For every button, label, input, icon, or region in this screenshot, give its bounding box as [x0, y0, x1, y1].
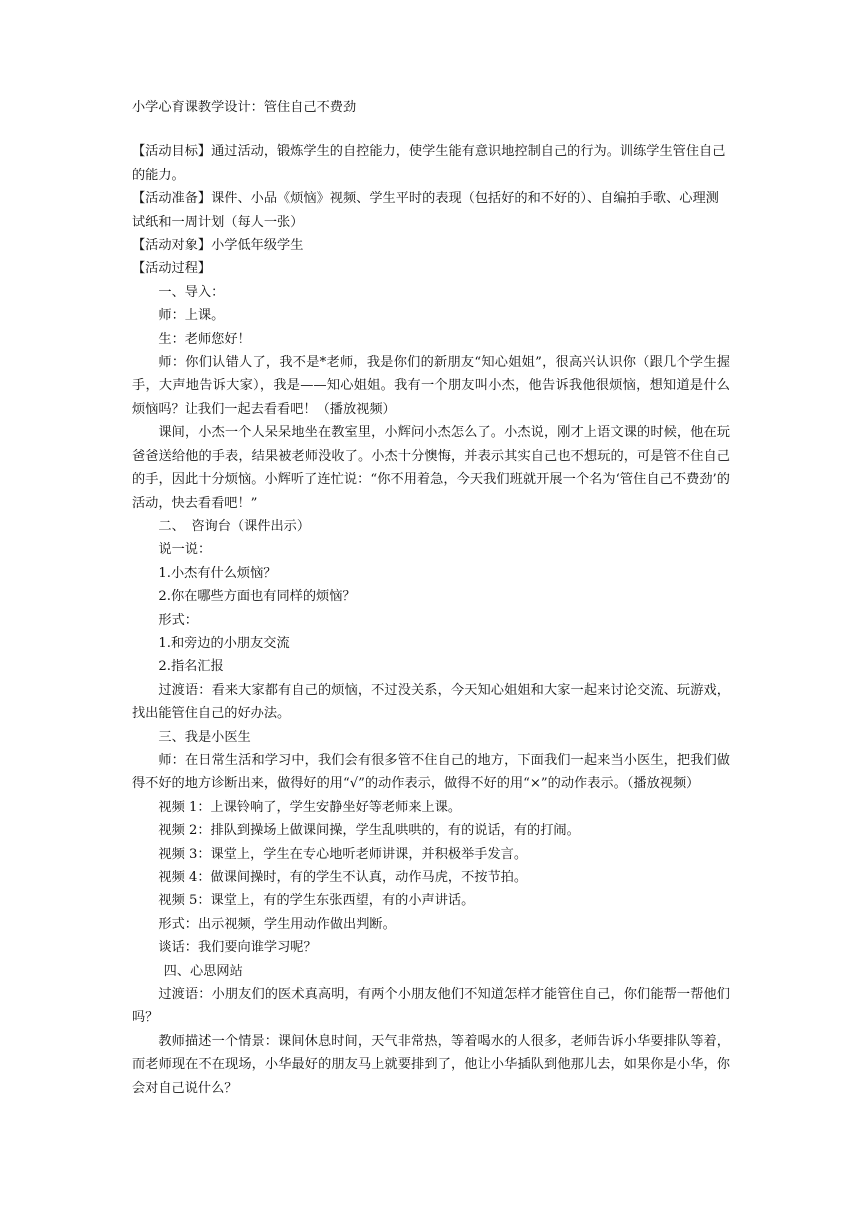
video-item: 视频 4：做课间操时，有的学生不认真，动作马虎，不按节拍。: [158, 870, 528, 885]
transition-paragraph: 过渡语：看来大家都有自己的烦恼，不过没关系，今天知心姐姐和大家一起来讨论交流、玩游戏，找出能管住自己的好办法。: [132, 682, 730, 722]
document-page: [132, 96, 730, 1100]
text-line: 说一说：: [158, 542, 212, 558]
video-item: 视频 5：课堂上，有的学生东张西望，有的小声讲话。: [158, 893, 475, 909]
video-item: 视频 3：课堂上，学生在专心地听老师讲课，并积极举手发言。: [158, 846, 528, 862]
text-line: 形式：出示视频，学生用动作做出判断。: [158, 916, 396, 932]
activity-preparation: 【活动准备】课件、小品《烦恼》视频、学生平时的表现（包括好的和不好的）、自编拍手歌、心理测试纸和一周计划（每人一张）: [132, 191, 719, 230]
video-item: 视频 2：排队到操场上做课间操，学生乱哄哄的，有的说话，有的打闹。: [158, 823, 580, 839]
document-title: 小学心育课教学设计：管住自己不费劲: [132, 100, 357, 115]
dialogue-line: 师：上课。: [158, 308, 225, 324]
section-3-heading: 三、我是小医生: [158, 729, 251, 745]
activity-process-heading: 【活动过程】: [132, 261, 212, 277]
dialogue-paragraph: 师：你们认错人了，我不是*老师，我是你们的新朋友“知心姐姐”，很高兴认识你（跟几个学生握手，大声地告诉大家），我是——知心姐姐。我有一个朋友叫小杰，他告诉我他很烦恼，想知道是什么烦恼吗？让我们一起去看看吧！（播放视频）: [132, 355, 730, 417]
question-item: 1.小杰有什么烦恼？: [158, 565, 277, 581]
teacher-paragraph: 师：在日常生活和学习中，我们会有很多管不住自己的地方，下面我们一起来当小医生，把我们做得不好的地方诊断出来，做得好的用“√”的动作表示，做得不好的用“×”的动作表示。（播放视频）: [132, 752, 730, 792]
text-line: 形式：: [158, 612, 198, 628]
section-2-heading: 二、 咨询台（课件出示）: [158, 518, 311, 534]
section-4-heading: 四、心思网站: [163, 963, 243, 979]
activity-goal: 【活动目标】通过活动，锻炼学生的自控能力，使学生能有意识地控制自己的行为。训练学生管住自己的能力。: [132, 144, 726, 183]
dialogue-line: 生：老师您好！: [158, 331, 251, 347]
transition-paragraph: 过渡语：小朋友们的医术真高明，有两个小朋友他们不知道怎样才能管住自己，你们能帮一帮他们吗？: [132, 987, 730, 1026]
video-item: 视频 1：上课铃响了，学生安静坐好等老师来上课。: [158, 799, 462, 815]
text-line: 谈话：我们要向谁学习呢？: [158, 940, 317, 956]
section-1-heading: 一、导入：: [158, 284, 225, 300]
story-paragraph: 课间，小杰一个人呆呆地坐在教室里，小辉问小杰怎么了。小杰说，刚才上语文课的时候，他在玩爸爸送给他的手表，结果被老师没收了。小杰十分懊悔，并表示其实自己也不想玩的，可是管不住自己的手，因此十分烦恼。小辉听了连忙说：“你不用着急，今天我们班就开展一个名为‘管住自己不费劲’的活动，快去看看吧！”: [132, 425, 730, 511]
activity-target: 【活动对象】小学低年级学生: [132, 238, 304, 254]
question-item: 2.你在哪些方面也有同样的烦恼？: [158, 589, 356, 605]
scenario-paragraph: 教师描述一个情景：课间休息时间，天气非常热，等着喝水的人很多，老师告诉小华要排队等着，而老师现在不在现场，小华最好的朋友马上就要排到了，他让小华插队到他那儿去，如果你是小华，你会对自己说什么？: [132, 1033, 730, 1096]
form-item: 2.指名汇报: [158, 659, 224, 675]
form-item: 1.和旁边的小朋友交流: [158, 635, 290, 651]
